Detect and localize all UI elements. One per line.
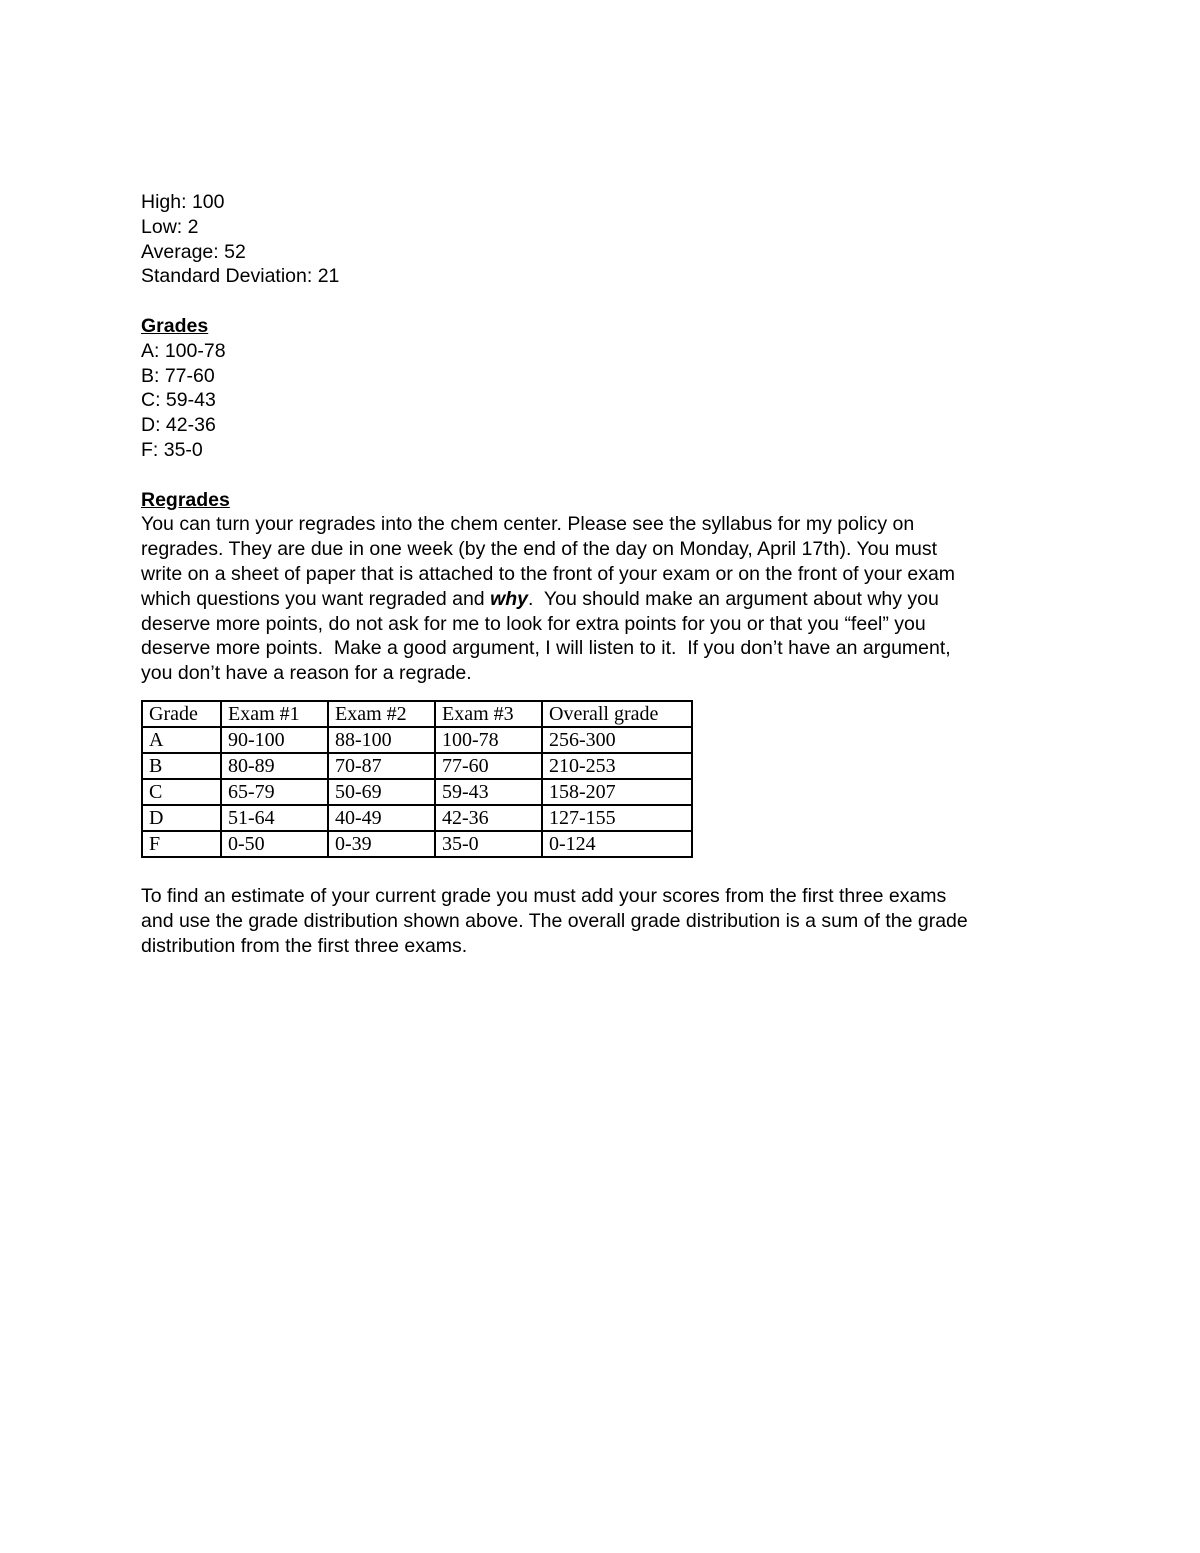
table-cell: 42-36	[435, 805, 542, 831]
paragraph-line: You can turn your regrades into the chem center. Please see the syllabus for my policy on	[141, 513, 915, 536]
table-cell: 0-50	[221, 831, 328, 857]
table-header-row	[142, 701, 692, 727]
table-cell: F	[142, 831, 221, 857]
table-cell: 35-0	[435, 831, 542, 857]
document-page	[141, 190, 1071, 958]
table-row	[142, 753, 692, 779]
paragraph-line: distribution from the first three exams.	[141, 934, 468, 957]
paragraph-line: and use the grade distribution shown above. The overall grade distribution is a sum of the grade	[141, 909, 968, 932]
stat-average: Average: 52	[141, 240, 246, 263]
stat-high: High: 100	[141, 191, 225, 213]
grade-range-item: A: 100-78	[141, 339, 226, 362]
grade-distribution-table	[141, 700, 693, 858]
paragraph-line: regrades. They are due in one week (by the end of the day on Monday, April 17th). You must	[141, 538, 938, 561]
exam-statistics	[141, 190, 1071, 289]
paragraph-line: deserve more points, do not ask for me to look for extra points for you or that you “feel” you	[141, 612, 926, 635]
regrades-section	[141, 488, 1071, 686]
paragraph-line	[141, 587, 1071, 612]
table-cell: A	[142, 727, 221, 753]
table-cell: 80-89	[221, 753, 328, 779]
grades-heading: Grades	[141, 314, 209, 337]
stat-low: Low: 2	[141, 215, 199, 238]
grades-section	[141, 314, 1071, 463]
table-header-cell: Exam #2	[328, 701, 435, 727]
paragraph-line: you don’t have a reason for a regrade.	[141, 662, 472, 685]
table-header-cell: Exam #1	[221, 701, 328, 727]
grade-range-item: F: 35-0	[141, 438, 203, 461]
table-row	[142, 779, 692, 805]
table-cell: 256-300	[542, 727, 692, 753]
table-cell: 50-69	[328, 779, 435, 805]
paragraph-text: which questions you want regraded and	[141, 587, 491, 610]
table-header-cell: Exam #3	[435, 701, 542, 727]
table-cell: 90-100	[221, 727, 328, 753]
grade-range-item: C: 59-43	[141, 389, 216, 412]
table-cell: 127-155	[542, 805, 692, 831]
grade-range-item: B: 77-60	[141, 364, 215, 387]
table-cell: 51-64	[221, 805, 328, 831]
table-cell: C	[142, 779, 221, 805]
grade-estimate-paragraph	[141, 884, 1071, 958]
stat-standard-deviation: Standard Deviation: 21	[141, 265, 340, 288]
table-row	[142, 831, 692, 857]
paragraph-line: deserve more points. Make a good argument, I will listen to it. If you don’t have an argument,	[141, 637, 951, 660]
table-header-cell: Grade	[142, 701, 221, 727]
table-cell: 59-43	[435, 779, 542, 805]
table-cell: B	[142, 753, 221, 779]
table-row	[142, 805, 692, 831]
table-cell: 70-87	[328, 753, 435, 779]
table-cell: 40-49	[328, 805, 435, 831]
table-cell: 210-253	[542, 753, 692, 779]
table-cell: 88-100	[328, 727, 435, 753]
table-cell: 65-79	[221, 779, 328, 805]
grade-range-item: D: 42-36	[141, 414, 216, 437]
regrades-paragraph	[141, 512, 1071, 686]
table-cell: 0-39	[328, 831, 435, 857]
regrades-heading: Regrades	[141, 488, 230, 511]
paragraph-line: write on a sheet of paper that is attached to the front of your exam or on the front of your exam	[141, 562, 956, 585]
emphasized-why: why	[490, 587, 528, 610]
table-cell: 77-60	[435, 753, 542, 779]
table-cell: D	[142, 805, 221, 831]
paragraph-text: . You should make an argument about why you	[528, 587, 939, 610]
table-header-cell: Overall grade	[542, 701, 692, 727]
table-cell: 100-78	[435, 727, 542, 753]
table-cell: 0-124	[542, 831, 692, 857]
paragraph-line: To find an estimate of your current grade you must add your scores from the first three exams	[141, 884, 947, 907]
table-cell: 158-207	[542, 779, 692, 805]
table-row	[142, 727, 692, 753]
